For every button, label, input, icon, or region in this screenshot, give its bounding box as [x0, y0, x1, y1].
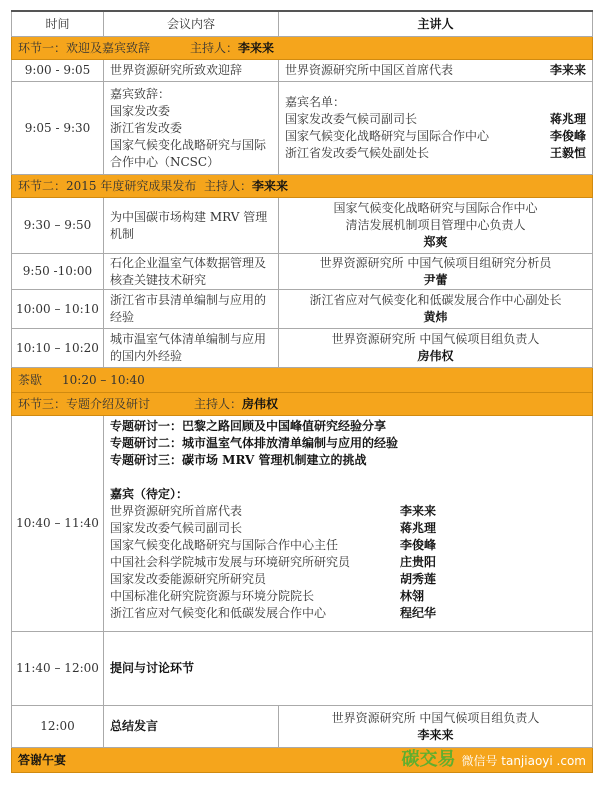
content-cell: 为中国碳市场构建 MRV 管理机制: [104, 198, 279, 254]
time-cell: 9:05 - 9:30: [12, 82, 104, 175]
tea-break-row: [12, 368, 593, 393]
topic-item: 专题研讨三：碳市场 MRV 管理机制建立的挑战: [110, 453, 367, 467]
tea-label: 茶歇: [18, 372, 43, 387]
lunch-label: 答谢午宴: [18, 752, 67, 767]
agenda-row: [12, 329, 593, 368]
panel-row: [12, 416, 593, 632]
speaker-cell: 世界资源研究所 中国气候项目组负责人 李来来: [279, 706, 593, 748]
topic-item: 专题研讨二：城市温室气体排放清单编制与应用的经验: [110, 436, 399, 450]
header-speaker-label: 主讲人: [417, 16, 454, 31]
closing-row: [12, 706, 593, 748]
speaker-cell: [279, 82, 593, 175]
tea-time: 10:20 – 10:40: [62, 372, 145, 387]
time-cell: 9:00 - 9:05: [12, 60, 104, 82]
lunch-row: [12, 748, 593, 773]
speaker-cell: 浙江省应对气候变化和低碳发展合作中心副处长 黄炜: [279, 290, 593, 329]
speaker-cell: 世界资源研究所 中国气候项目组研究分析员 尹蕾: [279, 254, 593, 290]
agenda-row: [12, 290, 593, 329]
header-row: [12, 11, 593, 37]
agenda-table: [11, 10, 593, 773]
host-label: 主持人：: [190, 40, 239, 55]
section-label: 环节三：专题介绍及研讨: [18, 396, 151, 411]
host-name: 李来来: [252, 178, 289, 193]
time-cell: 11:40 – 12:00: [12, 632, 104, 706]
speaker-cell: [279, 60, 593, 82]
section-label: 环节二：2015 年度研究成果发布: [18, 178, 197, 193]
speaker-cell: 世界资源研究所 中国气候项目组负责人 房伟权: [279, 329, 593, 368]
header-time: 时间: [12, 11, 104, 37]
speaker-name: 李来来: [549, 63, 586, 77]
guest-item: 中国社会科学院城市发展与环境研究所研究员 庄贵阳: [110, 555, 437, 569]
time-cell: 9:50 -10:00: [12, 254, 104, 290]
agenda-row: [12, 60, 593, 82]
content-cell: 城市温室气体清单编制与应用的国内外经验: [104, 329, 279, 368]
guest-item: 国家发改委能源研究所研究员 胡秀莲: [110, 572, 437, 586]
guest-item: 中国标准化研究院资源与环境分院院长 林翎: [110, 589, 425, 603]
guest-item: 世界资源研究所首席代表 李来来: [110, 504, 437, 518]
host-label: 主持人：: [204, 178, 253, 193]
topic-item: 专题研讨一：巴黎之路回顾及中国峰值研究经验分享: [110, 419, 387, 433]
time-cell: 12:00: [12, 706, 104, 748]
host-name: 房伟权: [242, 396, 279, 411]
watermark-logo: 碳交易 微信号 tanjiaoyi .com: [401, 748, 586, 770]
guest-item: 国家发改委气候司副司长 蒋兆理: [285, 112, 586, 126]
guest-item: 浙江省发改委气候处副处长 王毅恒: [285, 146, 586, 160]
time-cell: 10:40 – 11:40: [12, 416, 104, 632]
guest-title: 嘉宾名单：: [285, 95, 346, 109]
time-cell: 9:30 – 9:50: [12, 198, 104, 254]
guest-item: 浙江省应对气候变化和低碳发展合作中心 程纪华: [110, 606, 437, 620]
speaker-cell: 国家气候变化战略研究与国际合作中心 清洁发展机制项目管理中心负责人 郑爽: [279, 198, 593, 254]
guest-item: 国家气候变化战略研究与国际合作中心 李俊峰: [285, 129, 586, 143]
guest-item: 国家发改委气候司副司长 蒋兆理: [110, 521, 437, 535]
time-cell: 10:00 – 10:10: [12, 290, 104, 329]
agenda-row: [12, 254, 593, 290]
section-label: 环节一：欢迎及嘉宾致辞: [18, 40, 151, 55]
content-cell: 世界资源研究所致欢迎辞: [104, 60, 279, 82]
guest-item: 国家气候变化战略研究与国际合作中心主任 李俊峰: [110, 538, 437, 552]
content-cell: 总结发言: [104, 706, 279, 748]
content-cell: 浙江省市县清单编制与应用的经验: [104, 290, 279, 329]
header-content: 会议内容: [104, 11, 279, 37]
agenda-row: [12, 82, 593, 175]
qa-row: [12, 632, 593, 706]
time-cell: 10:10 – 10:20: [12, 329, 104, 368]
speaker-org: 世界资源研究所中国区首席代表: [285, 63, 454, 77]
section-2-row: [12, 175, 593, 198]
host-label: 主持人：: [194, 396, 243, 411]
panel-content: [104, 416, 593, 632]
content-cell: 嘉宾致辞： 国家发改委 浙江省发改委 国家气候变化战略研究与国际合作中心（NCSC）: [104, 82, 279, 175]
agenda-row: [12, 198, 593, 254]
section-3-row: [12, 393, 593, 416]
section-1-row: [12, 37, 593, 60]
guest-title: 嘉宾（待定）：: [110, 487, 189, 501]
header-speaker: [279, 11, 593, 37]
content-cell: 石化企业温室气体数据管理及核查关键技术研究: [104, 254, 279, 290]
host-name: 李来来: [238, 40, 275, 55]
content-cell: 提问与讨论环节: [104, 632, 593, 706]
